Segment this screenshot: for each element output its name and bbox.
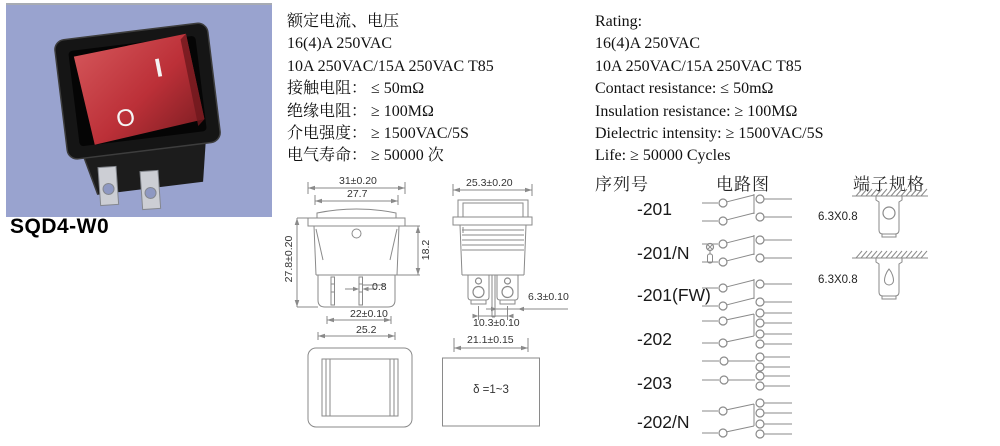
product-photo [6, 3, 272, 217]
dim-front-body-height: 18.2 [420, 239, 432, 261]
dim-terminal-width: 6.3±0.10 [528, 291, 569, 303]
spec-line: 16(4)A 250VAC [287, 35, 393, 53]
series-label: -202 [637, 329, 673, 349]
dim-front-total-height: 27.8±0.20 [283, 235, 295, 283]
rocker-off-mark: O [113, 103, 138, 134]
dim-pin-thickness: 0.8 [372, 281, 387, 293]
spec-line: Dielectric intensity: ≥ 1500VAC/5S [595, 125, 824, 143]
dim-side-base-width: 21.1±0.15 [467, 334, 514, 346]
panel-cutout-drawing [306, 346, 414, 430]
neon-lamp-symbol [707, 244, 714, 264]
spec-line: 10A 250VAC/15A 250VAC T85 [287, 57, 494, 75]
column-header-circuit: 电路图 [716, 175, 770, 194]
series-label: -201 [637, 199, 673, 219]
terminal-front-right [140, 170, 161, 209]
spec-line: Contact resistance: ≤ 50mΩ [595, 80, 774, 98]
series-label: -201(FW) [637, 285, 711, 305]
circuit-diagram-dp-center [702, 352, 797, 394]
column-header-series: 序列号 [595, 175, 649, 194]
dim-side-top-width: 25.3±0.20 [466, 177, 513, 189]
spec-line: 绝缘电阻： ≥ 100MΩ [287, 102, 434, 120]
rocker-on-mark: I [152, 52, 166, 84]
spec-line: Life: ≥ 50000 Cycles [595, 147, 731, 165]
spec-line: 介电强度： ≥ 1500VAC/5S [287, 125, 469, 143]
terminal-drawing-teardrop-hole [846, 248, 934, 310]
circuit-diagram-dpdt [702, 308, 797, 350]
circuit-diagram-dpst-lamp [702, 230, 797, 272]
series-label: -203 [637, 373, 673, 393]
dim-pin-pitch: 22±0.10 [350, 308, 388, 320]
spec-line: 10A 250VAC/15A 250VAC T85 [595, 57, 802, 75]
panel-thickness-label: δ =1~3 [473, 384, 509, 396]
spec-line: 接触电阻： ≤ 50mΩ [287, 80, 425, 98]
dim-front-base-width: 25.2 [356, 324, 377, 336]
round-hole [883, 207, 895, 219]
terminal-size-label: 6.3X0.8 [818, 211, 858, 223]
spec-line: 电气寿命： ≥ 50000 次 [287, 147, 444, 165]
spec-line: 16(4)A 250VAC [595, 35, 701, 53]
terminal-size-label: 6.3X0.8 [818, 274, 858, 286]
spec-line: 额定电流、电压 [287, 13, 400, 30]
dim-terminal-pitch: 10.3±0.10 [473, 317, 520, 329]
specs-english [595, 11, 823, 168]
rocker-switch-photo [6, 5, 272, 215]
spec-line: Insulation resistance: ≥ 100MΩ [595, 102, 798, 120]
column-header-terminal: 端子规格 [853, 175, 925, 194]
series-label: -202/N [637, 412, 690, 432]
model-number: SQD4-W0 [10, 215, 110, 238]
dim-front-top-width: 31±0.20 [339, 175, 377, 187]
series-label: -201/N [637, 243, 690, 263]
teardrop-hole [885, 269, 894, 285]
circuit-diagram-dpdt [702, 398, 797, 440]
specs-chinese [287, 11, 494, 168]
terminal-front-left [98, 166, 119, 205]
terminal-drawing-round-hole [846, 186, 934, 248]
dim-front-rocker-width: 27.7 [347, 188, 368, 200]
spec-line: Rating: [595, 13, 643, 30]
circuit-diagram-dpst [702, 189, 797, 231]
